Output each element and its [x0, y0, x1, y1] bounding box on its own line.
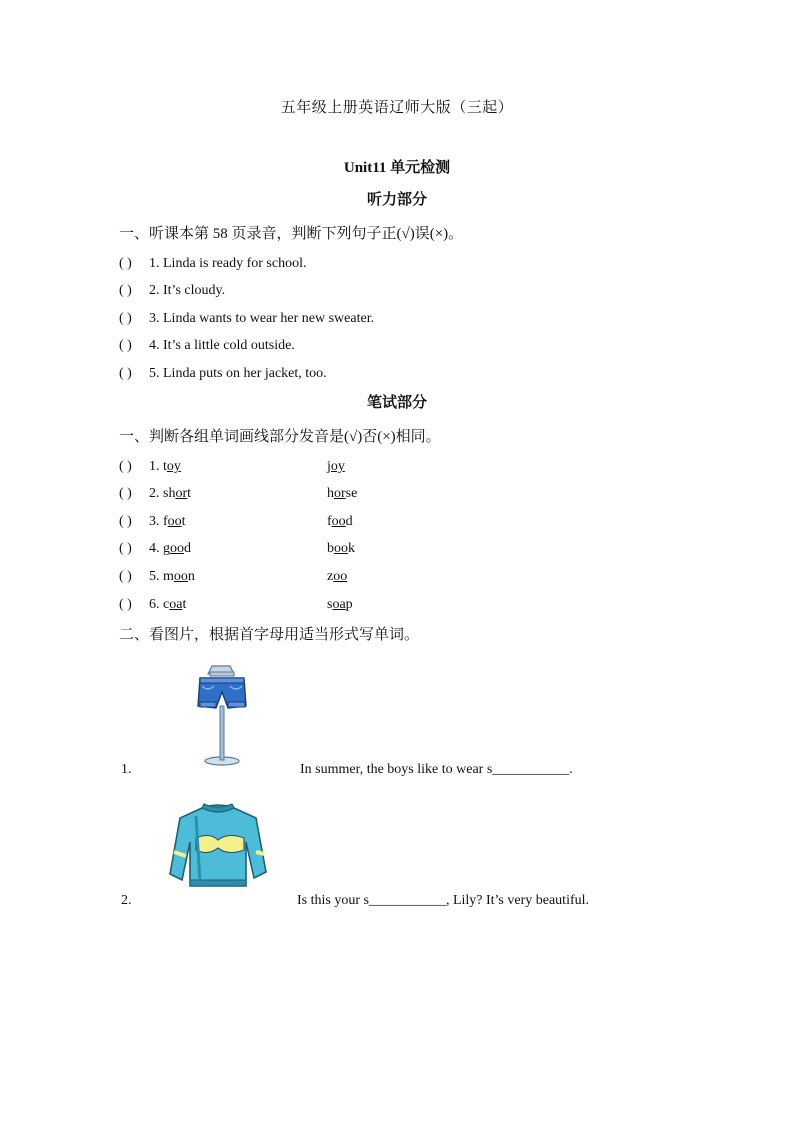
question-text: In summer, the boys like to wear s___________.	[300, 762, 573, 777]
written-heading: 笔试部分	[366, 395, 427, 411]
word-left: coat	[163, 597, 187, 612]
word-left: moon	[163, 569, 195, 584]
answer-paren[interactable]: ( )	[119, 366, 132, 381]
item-number: 3.	[149, 514, 160, 529]
listening-heading: 听力部分	[366, 192, 427, 208]
listening-item	[119, 311, 374, 327]
word-left: foot	[163, 514, 186, 529]
word-left: toy	[163, 459, 181, 474]
word-left: short	[163, 486, 192, 501]
item-text: 1. Linda is ready for school.	[149, 256, 307, 271]
question-text: Is this your s___________, Lily? It’s very beautiful.	[297, 893, 590, 908]
phonics-instruction: 一、判断各组单词画线部分发音是(√)否(×)相同。	[119, 429, 441, 445]
word-right: book	[327, 541, 355, 556]
picture-instruction: 二、看图片，根据首字母用适当形式写单词。	[119, 627, 420, 643]
answer-paren[interactable]: ( )	[119, 311, 132, 326]
answer-paren[interactable]: ( )	[119, 514, 132, 529]
phonics-row	[119, 486, 619, 502]
item-number: 2.	[149, 486, 160, 501]
listening-item	[119, 283, 225, 299]
answer-paren[interactable]: ( )	[119, 486, 132, 501]
phonics-row	[119, 459, 619, 475]
listening-instruction: 一、听课本第 58 页录音，判断下列句子正(√)误(×)。	[119, 226, 464, 242]
question-number: 1.	[121, 762, 132, 777]
word-right: soap	[327, 597, 353, 612]
phonics-row	[119, 597, 619, 613]
answer-paren[interactable]: ( )	[119, 569, 132, 584]
listening-item	[119, 338, 295, 354]
item-number: 5.	[149, 569, 160, 584]
listening-item	[119, 256, 306, 272]
item-text: 3. Linda wants to wear her new sweater.	[149, 311, 375, 326]
item-text: 4. It’s a little cold outside.	[149, 338, 295, 353]
question-number: 2.	[121, 893, 132, 908]
word-right: joy	[327, 459, 345, 474]
phonics-row	[119, 514, 619, 530]
answer-paren[interactable]: ( )	[119, 283, 132, 298]
item-number: 1.	[149, 459, 160, 474]
phonics-row	[119, 569, 619, 585]
phonics-row	[119, 541, 619, 557]
answer-paren[interactable]: ( )	[119, 597, 132, 612]
answer-paren[interactable]: ( )	[119, 459, 132, 474]
item-number: 4.	[149, 541, 160, 556]
answer-paren[interactable]: ( )	[119, 338, 132, 353]
word-left: good	[163, 541, 191, 556]
unit-title: Unit11 单元检测	[343, 160, 451, 176]
listening-item	[119, 366, 327, 382]
answer-paren[interactable]: ( )	[119, 541, 132, 556]
word-right: zoo	[327, 569, 348, 584]
word-right: food	[327, 514, 353, 529]
item-text: 5. Linda puts on her jacket, too.	[149, 366, 327, 381]
answer-paren[interactable]: ( )	[119, 256, 132, 271]
document-title: 五年级上册英语辽师大版（三起）	[280, 100, 514, 116]
sweater-image	[166, 802, 270, 888]
shorts-on-stand-image	[190, 662, 250, 768]
item-text: 2. It’s cloudy.	[149, 283, 226, 298]
item-number: 6.	[149, 597, 160, 612]
word-right: horse	[327, 486, 358, 501]
